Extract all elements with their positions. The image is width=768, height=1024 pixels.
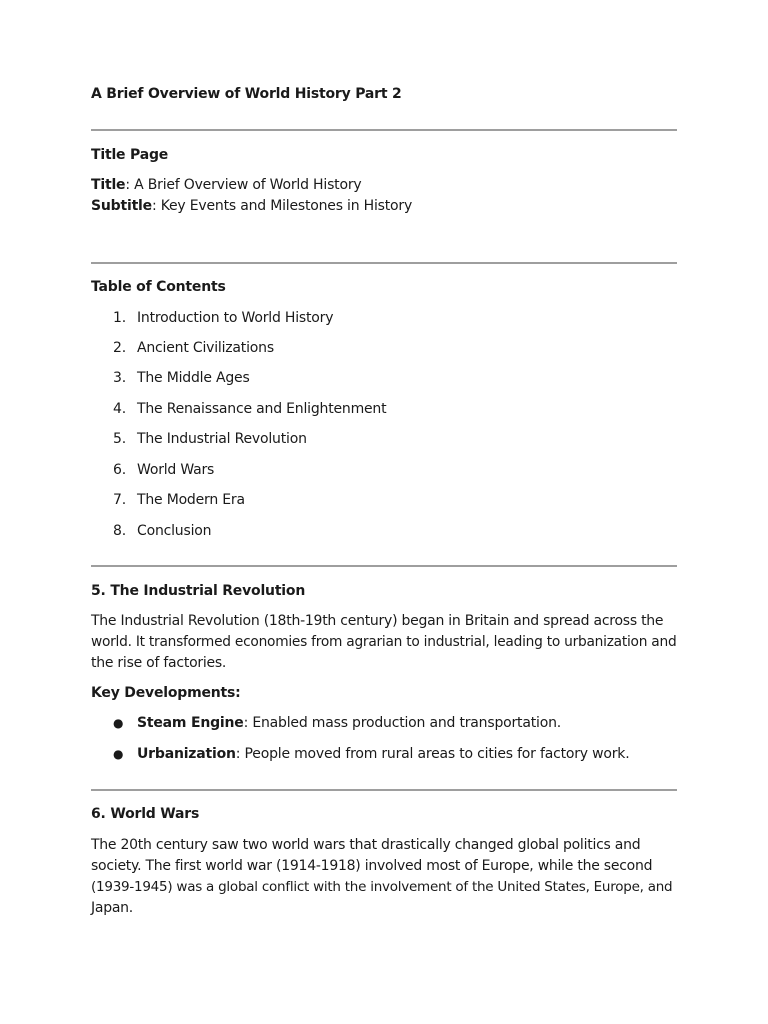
title-label: Title bbox=[91, 177, 126, 193]
subtitle-line bbox=[91, 198, 412, 214]
toc-item-number: 3. bbox=[113, 370, 126, 386]
toc-item-label: Introduction to World History bbox=[137, 310, 334, 326]
industrial-paragraph bbox=[91, 611, 677, 674]
toc-item-label: The Renaissance and Enlightenment bbox=[137, 401, 387, 417]
key-developments-heading: Key Developments: bbox=[91, 685, 241, 701]
list-item bbox=[113, 746, 629, 762]
toc-item bbox=[113, 310, 333, 326]
title-value: : A Brief Overview of World History bbox=[125, 177, 362, 193]
toc-item-label: World Wars bbox=[137, 462, 215, 478]
bullet-term: Steam Engine bbox=[137, 715, 244, 731]
paragraph-line: the rise of factories. bbox=[91, 655, 227, 671]
bullet-icon: ● bbox=[113, 747, 124, 761]
world-wars-heading: 6. World Wars bbox=[91, 806, 200, 822]
bullet-term: Urbanization bbox=[137, 746, 236, 762]
paragraph-line: (1939-1945) was a global conflict with the involvement of the United States, Europe, and bbox=[91, 879, 673, 895]
divider bbox=[91, 565, 677, 567]
toc-heading: Table of Contents bbox=[91, 279, 226, 295]
world-wars-paragraph bbox=[91, 835, 677, 919]
bullet-text: : People moved from rural areas to cities for factory work. bbox=[235, 746, 630, 762]
divider bbox=[91, 129, 677, 131]
toc-item-number: 2. bbox=[113, 340, 126, 356]
divider bbox=[91, 262, 677, 264]
toc-item bbox=[113, 431, 307, 447]
toc-item bbox=[113, 370, 250, 386]
toc-item-number: 1. bbox=[113, 310, 126, 326]
bullet-icon: ● bbox=[113, 716, 124, 730]
subtitle-label: Subtitle bbox=[91, 198, 152, 214]
toc-item bbox=[113, 462, 214, 478]
paragraph-line: Japan. bbox=[91, 900, 133, 916]
paragraph-line: The Industrial Revolution (18th-19th century) began in Britain and spread across the bbox=[91, 613, 664, 629]
toc-item-label: The Middle Ages bbox=[137, 370, 250, 386]
divider bbox=[91, 789, 677, 791]
paragraph-line: The 20th century saw two world wars that drastically changed global politics and bbox=[91, 837, 641, 853]
toc-item-label: The Industrial Revolution bbox=[137, 431, 307, 447]
title-line bbox=[91, 177, 361, 193]
industrial-heading: 5. The Industrial Revolution bbox=[91, 583, 306, 599]
toc-item bbox=[113, 492, 245, 508]
toc-item-number: 7. bbox=[113, 492, 126, 508]
toc-item-number: 4. bbox=[113, 401, 126, 417]
subtitle-value: : Key Events and Milestones in History bbox=[151, 198, 413, 214]
toc-item-label: Conclusion bbox=[137, 523, 212, 539]
toc-item-label: The Modern Era bbox=[137, 492, 245, 508]
toc-item bbox=[113, 401, 386, 417]
toc-item-number: 8. bbox=[113, 523, 126, 539]
toc-item-number: 6. bbox=[113, 462, 126, 478]
toc-item-number: 5. bbox=[113, 431, 126, 447]
document-title: A Brief Overview of World History Part 2 bbox=[91, 86, 402, 102]
title-page-heading: Title Page bbox=[91, 147, 169, 163]
list-item bbox=[113, 715, 561, 731]
bullet-text: : Enabled mass production and transportation. bbox=[243, 715, 561, 731]
toc-item-label: Ancient Civilizations bbox=[137, 340, 274, 356]
toc-item bbox=[113, 523, 211, 539]
paragraph-line: society. The first world war (1914-1918) involved most of Europe, while the second bbox=[91, 858, 653, 874]
paragraph-line: world. It transformed economies from agrarian to industrial, leading to urbanization and bbox=[91, 634, 677, 650]
toc-item bbox=[113, 340, 274, 356]
